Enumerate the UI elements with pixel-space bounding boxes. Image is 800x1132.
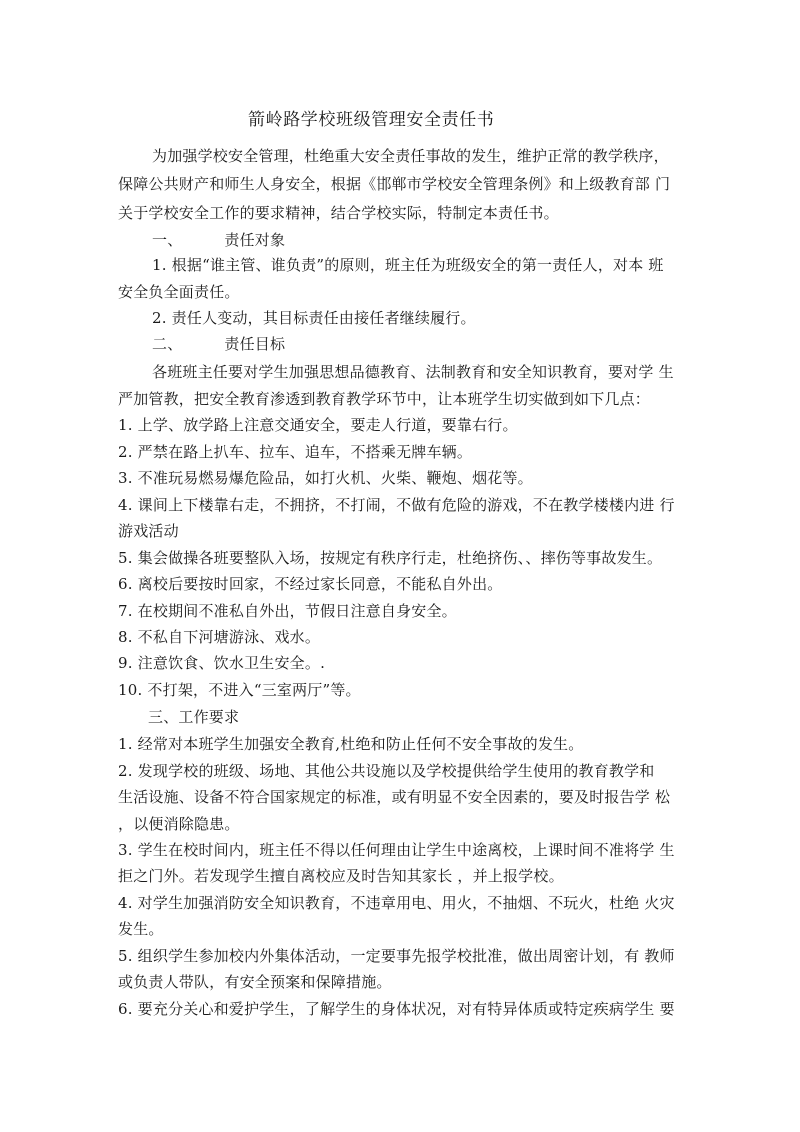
section-heading-1 bbox=[152, 230, 285, 250]
list-item: 游戏活动 bbox=[118, 522, 179, 540]
page-title: 箭岭路学校班级管理安全责任书 bbox=[248, 110, 495, 130]
list-item: 5. 集会做操各班要整队入场，按规定有秩序行走，杜绝挤伤、、摔伤等事故发生。 bbox=[118, 549, 663, 567]
section-number: 二、 bbox=[152, 335, 183, 353]
list-item: 3. 不准玩易燃易爆危险品，如打火机、火柴、鞭炮、烟花等。 bbox=[118, 469, 533, 487]
list-item: 9. 注意饮食、饮水卫生安全。. bbox=[118, 654, 326, 672]
list-item: 8. 不私自下河塘游泳、戏水。 bbox=[118, 628, 321, 646]
list-item: 安全负全面责任。 bbox=[118, 283, 240, 301]
list-item: 1. 根据“谁主管、谁负责”的原则，班主任为班级安全的第一责任人，对本 班 bbox=[152, 256, 664, 274]
list-item: 4. 课间上下楼靠右走，不拥挤，不打闹，不做有危险的游戏，不在教学楼楼内进 行 bbox=[118, 496, 675, 514]
intro-line: 保障公共财产和师生人身安全，根据《邯郸市学校安全管理条例》和上级教育部 门 bbox=[118, 175, 671, 193]
list-item: 或负责人带队，有安全预案和保障措施。 bbox=[118, 973, 392, 991]
intro-line: 关于学校安全工作的要求精神，结合学校实际，特制定本责任书。 bbox=[118, 204, 559, 222]
section-heading-3: 三、工作要求 bbox=[148, 708, 240, 726]
list-item: 拒之门外。若发现学生擅自离校应及时告知其家长 ，并上报学校。 bbox=[118, 867, 564, 885]
list-item: 2. 发现学校的班级、场地、其他公共设施以及学校提供给学生使用的教育教学和 bbox=[118, 762, 655, 780]
list-item: 4. 对学生加强消防安全知识教育，不违章用电、用火，不抽烟、不玩火，杜绝 火灾 bbox=[118, 894, 675, 912]
section-number: 一、 bbox=[152, 231, 183, 249]
list-item: 5. 组织学生参加校内外集体活动，一定要事先报学校批准，做出周密计划，有 教师 bbox=[118, 947, 675, 965]
list-item: 2. 责任人变动，其目标责任由接任者继续履行。 bbox=[152, 309, 476, 327]
section-title: 责任目标 bbox=[224, 335, 286, 353]
section-intro-line: 严加管教，把安全教育渗透到教育教学环节中，让本班学生切实做到如下几点： bbox=[118, 390, 651, 408]
list-item: 生活设施、设备不符合国家规定的标准，或有明显不安全因素的，要及时报告学 松 bbox=[118, 788, 671, 806]
list-item: 6. 要充分关心和爱护学生，了解学生的身体状况，对有特异体质或特定疾病学生 要 bbox=[118, 1000, 675, 1018]
list-item: 发生。 bbox=[118, 920, 164, 938]
list-item: 7. 在校期间不准私自外出，节假日注意自身安全。 bbox=[118, 602, 457, 620]
list-item: 1. 上学、放学路上注意交通安全，要走人行道，要靠右行。 bbox=[118, 416, 518, 434]
section-heading-2 bbox=[152, 334, 285, 354]
list-item: 1. 经常对本班学生加强安全教育,杜绝和防止任何不安全事故的发生。 bbox=[118, 735, 584, 753]
intro-line: 为加强学校安全管理，杜绝重大安全责任事故的发生，维护正常的教学秩序， bbox=[152, 147, 669, 165]
list-item: ，以便消除隐患。 bbox=[118, 815, 240, 833]
list-item: 6. 离校后要按时回家，不经过家长同意，不能私自外出。 bbox=[118, 575, 503, 593]
section-title: 责任对象 bbox=[224, 231, 286, 249]
list-item: 10. 不打架，不进入“三室两厅”等。 bbox=[118, 681, 361, 699]
list-item: 2. 严禁在路上扒车、拉车、追车，不搭乘无牌车辆。 bbox=[118, 443, 473, 461]
list-item: 3. 学生在校时间内，班主任不得以任何理由让学生中途离校，上课时间不准将学 生 bbox=[118, 841, 675, 859]
section-intro-line: 各班班主任要对学生加强思想品德教育、法制教育和安全知识教育，要对学 生 bbox=[152, 363, 674, 381]
